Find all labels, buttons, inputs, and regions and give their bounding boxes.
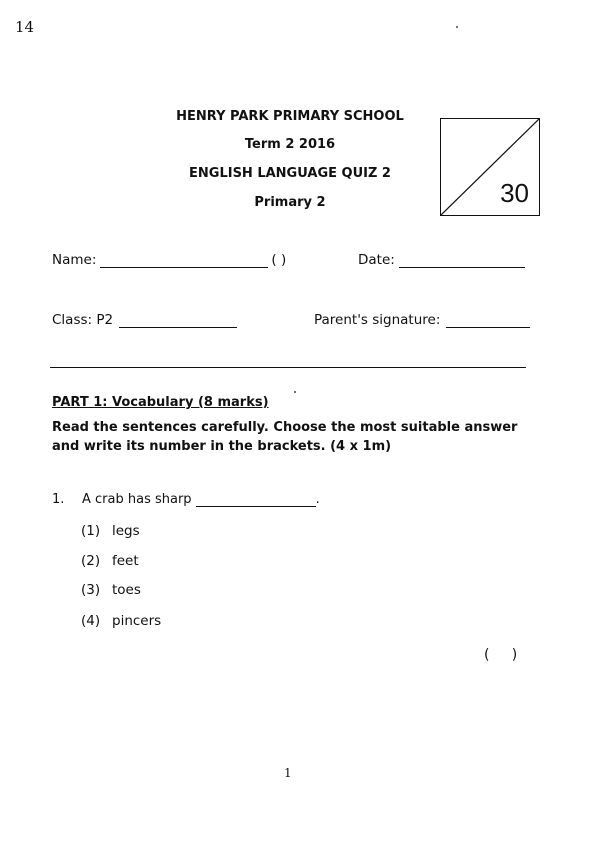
name-label: Name: xyxy=(52,252,97,268)
quiz-title: ENGLISH LANGUAGE QUIZ 2 xyxy=(189,166,391,181)
option-3[interactable] xyxy=(81,582,141,598)
option-4[interactable] xyxy=(81,613,161,629)
signature-field[interactable] xyxy=(314,312,530,328)
option-2[interactable] xyxy=(81,553,139,569)
level-label: Primary 2 xyxy=(254,195,326,210)
name-field[interactable] xyxy=(52,252,286,268)
question-number: 1. xyxy=(52,492,65,507)
question-end: . xyxy=(315,492,320,507)
name-blank[interactable] xyxy=(100,255,268,268)
date-blank[interactable] xyxy=(399,255,525,268)
option-number: (2) xyxy=(81,553,101,569)
school-name: HENRY PARK PRIMARY SCHOOL xyxy=(176,109,404,124)
option-text: pincers xyxy=(112,613,162,629)
speck xyxy=(456,26,458,28)
class-field[interactable] xyxy=(52,312,237,328)
class-blank[interactable] xyxy=(119,315,237,328)
answer-blank xyxy=(196,494,316,507)
score-total: 30 xyxy=(500,178,529,208)
option-number: (1) xyxy=(81,523,101,539)
score-box xyxy=(440,118,540,216)
part1-instructions: Read the sentences carefully. Choose the most suitable answer and write its number in the brackets. (4 x 1m) xyxy=(52,420,518,454)
divider-line xyxy=(50,367,526,368)
class-label: Class: P2 xyxy=(52,312,114,328)
question-text xyxy=(82,492,320,507)
option-text: legs xyxy=(112,523,140,539)
page-number: 1 xyxy=(284,766,292,780)
index-number-brackets[interactable]: ( ) xyxy=(271,252,287,268)
signature-blank[interactable] xyxy=(446,315,530,328)
answer-brackets[interactable]: ( ) xyxy=(484,647,518,663)
term-label: Term 2 2016 xyxy=(244,137,336,152)
speck xyxy=(294,391,296,393)
option-text: feet xyxy=(112,553,139,569)
part1-title: PART 1: Vocabulary (8 marks) xyxy=(52,395,269,410)
handwritten-corner-mark: 14 xyxy=(15,18,35,36)
signature-label: Parent's signature: xyxy=(314,312,441,328)
option-1[interactable] xyxy=(81,523,140,539)
option-number: (3) xyxy=(81,582,101,598)
option-number: (4) xyxy=(81,613,101,629)
date-label: Date: xyxy=(358,252,395,268)
date-field[interactable] xyxy=(358,252,525,268)
option-text: toes xyxy=(112,582,141,598)
question-stem: A crab has sharp xyxy=(82,492,192,507)
